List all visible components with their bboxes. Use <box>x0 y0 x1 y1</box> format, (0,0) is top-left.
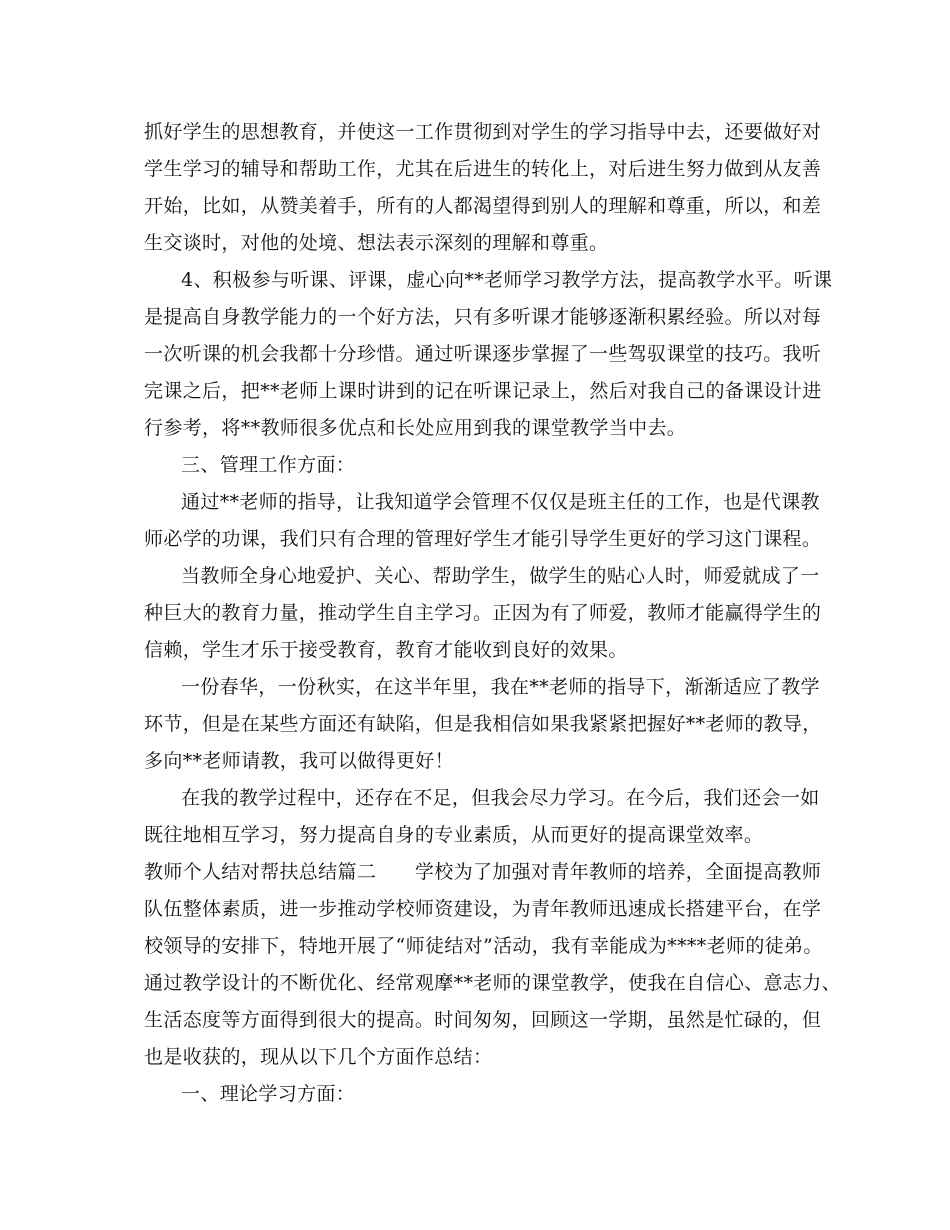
text-line: 师必学的功课，我们只有合理的管理好学生才能引导学生更好的学习这门课程。 <box>144 528 822 550</box>
text-line: 生交谈时，对他的处境、想法表示深刻的理解和尊重。 <box>144 232 609 254</box>
text-line: 4、积极参与听课、评课，虚心向**老师学习教学方法，提高教学水平。听课 <box>181 269 833 291</box>
text-line: 行参考，将**教师很多优点和长处应用到我的课堂教学当中去。 <box>144 417 687 439</box>
text-line: 通过教学设计的不断优化、经常观摩**老师的课堂教学，使我在自信心、意志力、 <box>144 972 841 994</box>
text-line: 也是收获的，现从以下几个方面作总结： <box>144 1046 493 1068</box>
text-line: 既往地相互学习，努力提高自身的专业素质，从而更好的提高课堂效率。 <box>144 824 764 846</box>
text-line: 一次听课的机会我都十分珍惜。通过听课逐步掌握了一些驾驭课堂的技巧。我听 <box>144 343 822 365</box>
text-line: 环节，但是在某些方面还有缺陷，但是我相信如果我紧紧把握好**老师的教导， <box>144 713 822 735</box>
text-line: 学生学习的辅导和帮助工作，尤其在后进生的转化上，对后进生努力做到从友善 <box>144 158 822 180</box>
text-line: 完课之后，把**老师上课时讲到的记在听课记录上，然后对我自己的备课设计进 <box>144 380 822 402</box>
text-line: 校领导的安排下，特地开展了“师徒结对”活动，我有幸能成为****老师的徒弟。 <box>144 935 823 957</box>
text-line: 通过**老师的指导，让我知道学会管理不仅仅是班主任的工作，也是代课教 <box>181 491 820 513</box>
text-line: 当教师全身心地爱护、关心、帮助学生，做学生的贴心人时，师爱就成了一 <box>181 565 820 587</box>
text-line: 是提高自身教学能力的一个好方法，只有多听课才能够逐渐积累经验。所以对每 <box>144 306 822 328</box>
text-line: 开始，比如，从赞美着手，所有的人都渴望得到别人的理解和尊重，所以，和差 <box>144 195 822 217</box>
text-line: 种巨大的教育力量，推动学生自主学习。正因为有了师爱，教师才能赢得学生的 <box>144 602 822 624</box>
text-line: 生活态度等方面得到很大的提高。时间匆匆，回顾这一学期，虽然是忙碌的，但 <box>144 1009 822 1031</box>
text-line: 抓好学生的思想教育，并使这一工作贯彻到对学生的学习指导中去，还要做好对 <box>144 121 822 143</box>
text-line: 一份春华，一份秋实，在这半年里，我在**老师的指导下，渐渐适应了教学 <box>181 676 820 698</box>
text-line: 队伍整体素质，进一步推动学校师资建设，为青年教师迅速成长搭建平台，在学 <box>144 898 822 920</box>
section-heading: 三、管理工作方面： <box>181 454 356 476</box>
text-line: 信赖，学生才乐于接受教育，教育才能收到良好的效果。 <box>144 639 628 661</box>
text-line: 在我的教学过程中，还存在不足，但我会尽力学习。在今后，我们还会一如 <box>181 787 820 809</box>
article-title-line: 教师个人结对帮扶总结篇二 学校为了加强对青年教师的培养，全面提高教师 <box>144 861 822 883</box>
text-line: 多向**老师请教，我可以做得更好！ <box>144 750 454 772</box>
section-heading: 一、理论学习方面： <box>181 1083 356 1105</box>
